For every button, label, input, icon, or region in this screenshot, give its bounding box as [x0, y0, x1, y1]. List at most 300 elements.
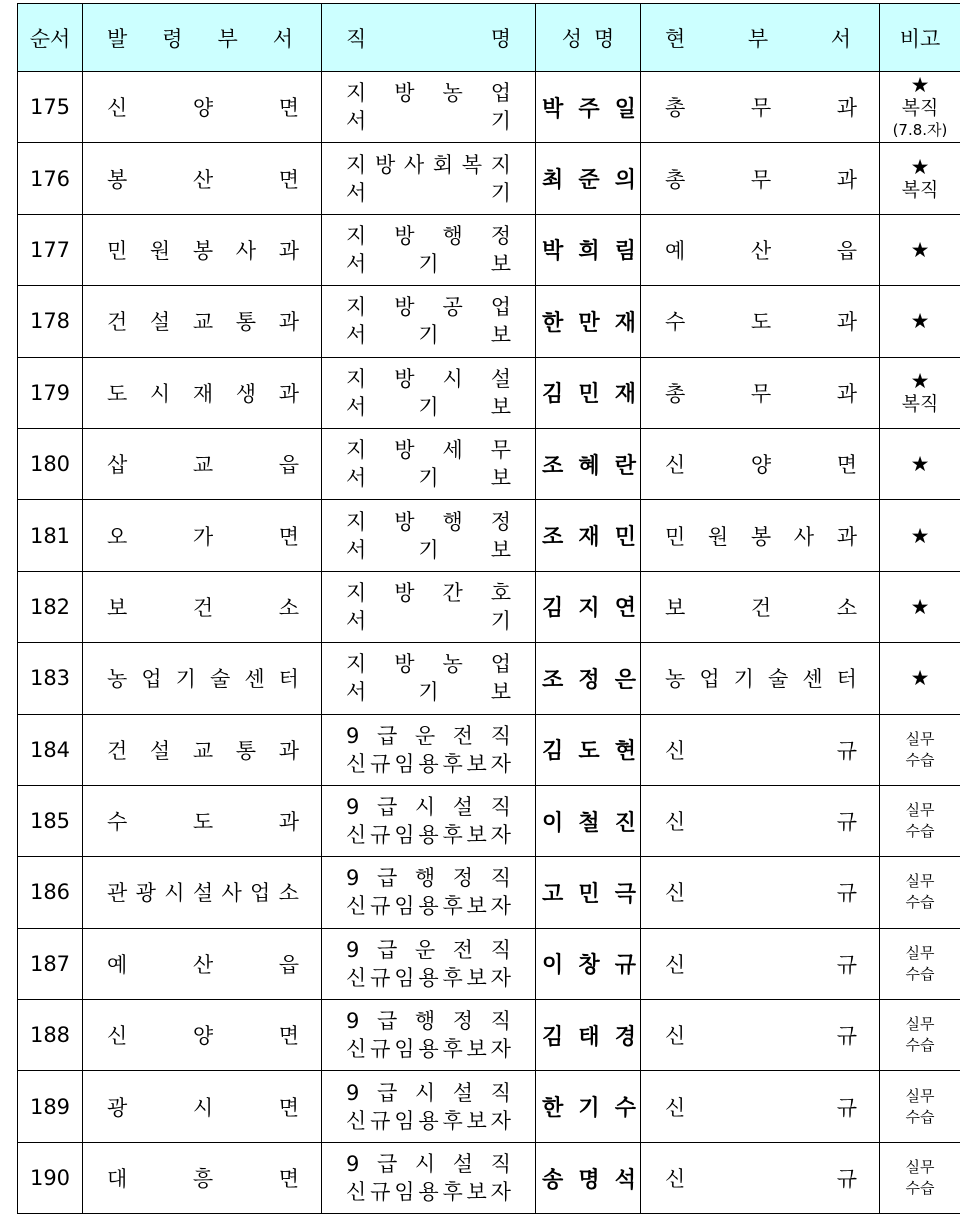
- order-dept: [83, 785, 322, 856]
- note-text: 실무: [905, 943, 935, 962]
- person-name-char: 민: [578, 382, 600, 408]
- position-char: 임: [394, 751, 415, 776]
- position-char: 서: [346, 323, 367, 348]
- header-cur-text-char: 현: [665, 26, 686, 51]
- order-dept-text: [83, 521, 321, 551]
- current-dept-char: 신: [665, 952, 686, 977]
- current-dept-char: 신: [665, 810, 686, 835]
- position-char: 용: [418, 1037, 439, 1062]
- position-char: 용: [418, 965, 439, 990]
- order-dept-char: 시: [149, 381, 171, 406]
- order-dept-text: [83, 592, 321, 622]
- position-char: 시: [442, 366, 463, 391]
- note: [880, 1000, 960, 1071]
- order-dept-text: [83, 306, 321, 336]
- position-line-2: [346, 536, 511, 564]
- header-note: 비고: [880, 4, 960, 72]
- position-char: 기: [490, 180, 511, 205]
- current-dept-char: 규: [836, 738, 857, 763]
- order-dept-char: 광: [107, 1095, 128, 1120]
- position-line-1: [346, 293, 511, 321]
- order-dept-char: 산: [192, 167, 214, 192]
- star-icon: ★: [910, 523, 930, 548]
- current-dept-char: 업: [699, 667, 720, 692]
- current-dept-text: [641, 1092, 879, 1122]
- order-dept-char: 소: [278, 881, 299, 906]
- order-dept-text: [83, 806, 321, 836]
- position-line-2: [346, 678, 511, 706]
- position-char: 보: [466, 751, 487, 776]
- current-dept-char: 무: [750, 96, 772, 121]
- position-text: [322, 864, 535, 920]
- person-name-char: 연: [614, 596, 636, 622]
- header-cur: [641, 4, 880, 72]
- current-dept-char: 신: [665, 1024, 686, 1049]
- order-dept: [83, 1071, 322, 1142]
- note: [880, 643, 960, 714]
- person-name: [536, 1142, 641, 1213]
- table-row: [18, 643, 960, 714]
- order-dept-char: 봉: [107, 167, 128, 192]
- person-name-char: 경: [614, 1024, 636, 1050]
- position-char: 공: [442, 295, 463, 320]
- position-char: 직: [490, 1009, 511, 1034]
- person-name-char: 수: [614, 1096, 636, 1122]
- position-char: 설: [452, 795, 474, 820]
- position-char: 후: [442, 1037, 463, 1062]
- person-name-text: [536, 520, 640, 551]
- current-dept-char: 면: [836, 453, 857, 478]
- position: [322, 714, 536, 785]
- order-dept-char: 민: [107, 238, 128, 263]
- position-char: 지: [346, 366, 367, 391]
- position-char: 직: [490, 723, 511, 748]
- position-char: 업: [490, 652, 511, 677]
- note: [880, 143, 960, 214]
- position-char: 지: [346, 295, 367, 320]
- person-name-text: [536, 1091, 640, 1122]
- current-dept-text: [641, 806, 879, 836]
- current-dept-char: 센: [802, 667, 823, 692]
- position-char: 자: [490, 965, 511, 990]
- position-line-1: [346, 650, 511, 678]
- current-dept: [641, 500, 880, 571]
- position-char: 신: [346, 894, 367, 919]
- position-char: 설: [452, 1152, 474, 1177]
- position-line-2: [346, 321, 511, 349]
- position: [322, 1071, 536, 1142]
- current-dept-char: 무: [750, 167, 772, 192]
- note-text: 수습: [905, 822, 935, 841]
- person-name: [536, 214, 641, 285]
- position: [322, 928, 536, 999]
- position: [322, 785, 536, 856]
- order-dept-char: 면: [278, 1095, 299, 1120]
- order-dept-char: 면: [278, 1024, 299, 1049]
- order-dept-char: 과: [278, 381, 299, 406]
- position-char: 급: [376, 1080, 398, 1105]
- position-char: 신: [346, 1037, 367, 1062]
- current-dept-char: 술: [767, 667, 789, 692]
- position: [322, 571, 536, 642]
- note-text: 실무: [905, 1015, 935, 1034]
- person-name-text: [536, 306, 640, 337]
- position-text: [322, 293, 535, 349]
- position-char: 방: [394, 652, 415, 677]
- person-name-char: 은: [614, 667, 636, 693]
- order-dept-text: [83, 1163, 321, 1193]
- order-dept-text: [83, 1092, 321, 1122]
- table-row: [18, 357, 960, 428]
- person-name-text: [536, 591, 640, 622]
- position-char: 자: [490, 1108, 511, 1133]
- order-dept-char: 터: [278, 667, 299, 692]
- position-char: 9: [346, 1152, 360, 1177]
- header-name: [536, 4, 641, 72]
- person-name-char: 김: [542, 739, 564, 765]
- position-line-2: [346, 464, 511, 492]
- note: [880, 1142, 960, 1213]
- order-dept-char: 도: [192, 810, 214, 835]
- position-char: 방: [394, 366, 415, 391]
- position-char: 임: [394, 894, 415, 919]
- position-char: 기: [418, 323, 439, 348]
- order-dept-char: 교: [192, 453, 214, 478]
- position: [322, 72, 536, 143]
- person-name-char: 민: [614, 525, 636, 551]
- person-name: [536, 571, 641, 642]
- note-text: 실무: [905, 872, 935, 891]
- position-char: 보: [466, 1037, 487, 1062]
- person-name-text: [536, 377, 640, 408]
- position-char: 임: [394, 1037, 415, 1062]
- current-dept-text: [641, 449, 879, 479]
- position-char: 방: [374, 152, 396, 177]
- order-dept-char: 시: [164, 881, 185, 906]
- person-name-char: 조: [542, 667, 564, 693]
- person-name-text: [536, 806, 640, 837]
- position-text: [322, 151, 535, 207]
- position-char: 후: [442, 823, 463, 848]
- current-dept: [641, 1000, 880, 1071]
- row-number: 175: [18, 72, 83, 143]
- person-name-char: 재: [614, 382, 636, 408]
- header-dept: [83, 4, 322, 72]
- current-dept-char: 터: [836, 667, 857, 692]
- position-char: 지: [490, 152, 511, 177]
- position-line-2: [346, 607, 511, 635]
- person-name-char: 일: [614, 96, 636, 122]
- table-row: [18, 1142, 960, 1213]
- current-dept-text: [641, 235, 879, 265]
- order-dept-char: 읍: [278, 952, 299, 977]
- position-char: 신: [346, 1108, 367, 1133]
- order-dept: [83, 857, 322, 928]
- order-dept-char: 오: [107, 524, 128, 549]
- position-char: 지: [346, 438, 367, 463]
- current-dept-char: 기: [733, 667, 754, 692]
- position-char: 임: [394, 965, 415, 990]
- position-char: 후: [442, 894, 463, 919]
- position-char: 회: [432, 152, 454, 177]
- person-name-char: 지: [578, 596, 600, 622]
- person-name-char: 철: [578, 810, 600, 836]
- star-icon: ★: [910, 666, 930, 691]
- current-dept: [641, 1071, 880, 1142]
- position: [322, 857, 536, 928]
- position-char: 전: [452, 937, 474, 962]
- row-number: 177: [18, 214, 83, 285]
- note-text: 수습: [905, 964, 935, 983]
- header-dept-text-char: 령: [162, 26, 183, 51]
- position-char: 용: [418, 1180, 439, 1205]
- order-dept-char: 면: [278, 96, 299, 121]
- position-char: 세: [442, 438, 463, 463]
- current-dept-char: 산: [750, 238, 772, 263]
- current-dept-char: 원: [707, 524, 729, 549]
- current-dept-char: 수: [665, 310, 686, 335]
- order-dept: [83, 143, 322, 214]
- table-row: [18, 714, 960, 785]
- row-number: 178: [18, 286, 83, 357]
- note: [880, 1071, 960, 1142]
- order-dept-text: [83, 949, 321, 979]
- header-no: 순서: [18, 4, 83, 72]
- order-dept-char: 과: [278, 238, 299, 263]
- order-dept-char: 재: [192, 381, 214, 406]
- position-char: 자: [490, 1180, 511, 1205]
- person-name-char: 한: [542, 310, 564, 336]
- person-name: [536, 72, 641, 143]
- note-text: 실무: [905, 729, 935, 748]
- position-char: 지: [346, 652, 367, 677]
- position-line-1: [346, 365, 511, 393]
- star-icon: ★: [910, 368, 930, 393]
- person-name-char: 이: [542, 953, 564, 979]
- current-dept-char: 규: [836, 881, 857, 906]
- order-dept-char: 수: [107, 810, 128, 835]
- order-dept-char: 면: [278, 1167, 299, 1192]
- current-dept-text: [641, 1020, 879, 1050]
- person-name-char: 희: [578, 239, 600, 265]
- table-row: [18, 571, 960, 642]
- position-char: 전: [452, 723, 474, 748]
- star-icon: ★: [910, 154, 930, 179]
- current-dept-char: 민: [665, 524, 686, 549]
- position-char: 방: [394, 438, 415, 463]
- position-char: 규: [370, 1037, 391, 1062]
- order-dept-char: 건: [192, 595, 214, 620]
- position-char: 농: [442, 652, 463, 677]
- table-row: [18, 785, 960, 856]
- current-dept-char: 과: [836, 96, 857, 121]
- note-text: 수습: [905, 1179, 935, 1198]
- person-name-char: 최: [542, 168, 564, 194]
- row-number: 180: [18, 428, 83, 499]
- note: [880, 72, 960, 143]
- position-char: 기: [490, 109, 511, 134]
- position-char: 기: [418, 251, 439, 276]
- person-name-char: 한: [542, 1096, 564, 1122]
- person-name-text: [536, 449, 640, 480]
- position-char: 농: [442, 81, 463, 106]
- position-char: 규: [370, 751, 391, 776]
- person-name-text: [536, 877, 640, 908]
- position-char: 보: [490, 466, 511, 491]
- note: [880, 428, 960, 499]
- order-dept-char: 보: [107, 595, 128, 620]
- note: [880, 214, 960, 285]
- table-body: [18, 72, 960, 1214]
- order-dept-char: 삽: [107, 453, 128, 478]
- order-dept-char: 설: [149, 738, 171, 763]
- note-text: 실무: [905, 801, 935, 820]
- position-text: [322, 222, 535, 278]
- row-number: 181: [18, 500, 83, 571]
- position-char: 업: [490, 81, 511, 106]
- current-dept-char: 규: [836, 1167, 857, 1192]
- position-char: 방: [394, 81, 415, 106]
- current-dept-char: 신: [665, 881, 686, 906]
- position-char: 간: [442, 580, 463, 605]
- person-name-char: 재: [578, 525, 600, 551]
- position-char: 후: [442, 1180, 463, 1205]
- position-text: [322, 1079, 535, 1135]
- header-name-text-char: 명: [594, 26, 615, 51]
- order-dept-char: 흥: [192, 1167, 214, 1192]
- position-text: [322, 79, 535, 135]
- position-char: 임: [394, 823, 415, 848]
- position-char: 임: [394, 1108, 415, 1133]
- table-row: [18, 72, 960, 143]
- position-char: 용: [418, 1108, 439, 1133]
- position-line-1: [346, 722, 511, 750]
- position-line-1: [346, 793, 511, 821]
- position-char: 규: [370, 1108, 391, 1133]
- current-dept-char: 신: [665, 738, 686, 763]
- position: [322, 143, 536, 214]
- person-name-char: 재: [614, 310, 636, 336]
- position-char: 기: [490, 608, 511, 633]
- order-dept: [83, 500, 322, 571]
- person-name-text: [536, 734, 640, 765]
- order-dept: [83, 643, 322, 714]
- position: [322, 428, 536, 499]
- current-dept-text: [641, 92, 879, 122]
- row-number: 187: [18, 928, 83, 999]
- header-name-text-char: 성: [561, 26, 582, 51]
- star-icon: ★: [910, 309, 930, 334]
- current-dept-text: [641, 949, 879, 979]
- row-number: 186: [18, 857, 83, 928]
- row-number: 189: [18, 1071, 83, 1142]
- note-text: 수습: [905, 1036, 935, 1055]
- position-char: 보: [490, 537, 511, 562]
- current-dept-char: 총: [665, 96, 686, 121]
- position-char: 후: [442, 965, 463, 990]
- current-dept: [641, 928, 880, 999]
- position-line-1: [346, 79, 511, 107]
- row-number: 176: [18, 143, 83, 214]
- order-dept-char: 가: [192, 524, 214, 549]
- position-char: 보: [490, 251, 511, 276]
- current-dept-char: 건: [750, 595, 772, 620]
- person-name-char: 김: [542, 596, 564, 622]
- person-name-char: 기: [578, 1096, 600, 1122]
- position-char: 신: [346, 823, 367, 848]
- person-name-char: 도: [578, 739, 600, 765]
- person-name-char: 현: [614, 739, 636, 765]
- current-dept-char: 규: [836, 1095, 857, 1120]
- position-char: 신: [346, 965, 367, 990]
- position-char: 운: [414, 723, 436, 748]
- order-dept-char: 광: [135, 881, 156, 906]
- position-line-2: [346, 1178, 511, 1206]
- position-char: 복: [461, 152, 483, 177]
- current-dept-char: 신: [665, 1095, 686, 1120]
- position-char: 9: [346, 1080, 360, 1105]
- order-dept-char: 농: [107, 667, 128, 692]
- position-char: 서: [346, 180, 367, 205]
- current-dept-text: [641, 378, 879, 408]
- order-dept-char: 설: [192, 881, 214, 906]
- table-row: [18, 286, 960, 357]
- header-dept-text-char: 서: [272, 26, 293, 51]
- position-char: 서: [346, 466, 367, 491]
- position-char: 규: [370, 894, 391, 919]
- current-dept-text: [641, 1163, 879, 1193]
- order-dept-char: 도: [107, 381, 128, 406]
- position-char: 보: [466, 1108, 487, 1133]
- person-name-char: 주: [578, 96, 600, 122]
- position-char: 기: [418, 466, 439, 491]
- note: [880, 357, 960, 428]
- position-char: 급: [376, 866, 398, 891]
- position-char: 기: [418, 680, 439, 705]
- order-dept: [83, 428, 322, 499]
- person-name-text: [536, 234, 640, 265]
- position-char: 업: [490, 295, 511, 320]
- person-name-char: 혜: [578, 453, 600, 479]
- order-dept-char: 봉: [192, 238, 214, 263]
- position-char: 9: [346, 1009, 360, 1034]
- position-char: 자: [490, 894, 511, 919]
- person-name: [536, 286, 641, 357]
- personnel-table: [17, 3, 960, 1214]
- position-char: 자: [490, 823, 511, 848]
- position-char: 후: [442, 751, 463, 776]
- position-char: 자: [490, 1037, 511, 1062]
- order-dept-char: 양: [192, 96, 214, 121]
- position-line-2: [346, 1035, 511, 1063]
- person-name-char: 조: [542, 525, 564, 551]
- person-name-char: 석: [614, 1167, 636, 1193]
- position-char: 지: [346, 81, 367, 106]
- current-dept: [641, 857, 880, 928]
- order-dept-text: [83, 235, 321, 265]
- position-text: [322, 650, 535, 706]
- position-line-2: [346, 107, 511, 135]
- position-char: 서: [346, 251, 367, 276]
- note-text: 실무: [905, 1086, 935, 1105]
- position-line-1: [346, 936, 511, 964]
- person-name-text: [536, 1020, 640, 1051]
- position-char: 규: [370, 1180, 391, 1205]
- current-dept-char: 읍: [836, 238, 857, 263]
- order-dept-char: 산: [192, 952, 214, 977]
- position-char: 서: [346, 608, 367, 633]
- position-char: 9: [346, 866, 360, 891]
